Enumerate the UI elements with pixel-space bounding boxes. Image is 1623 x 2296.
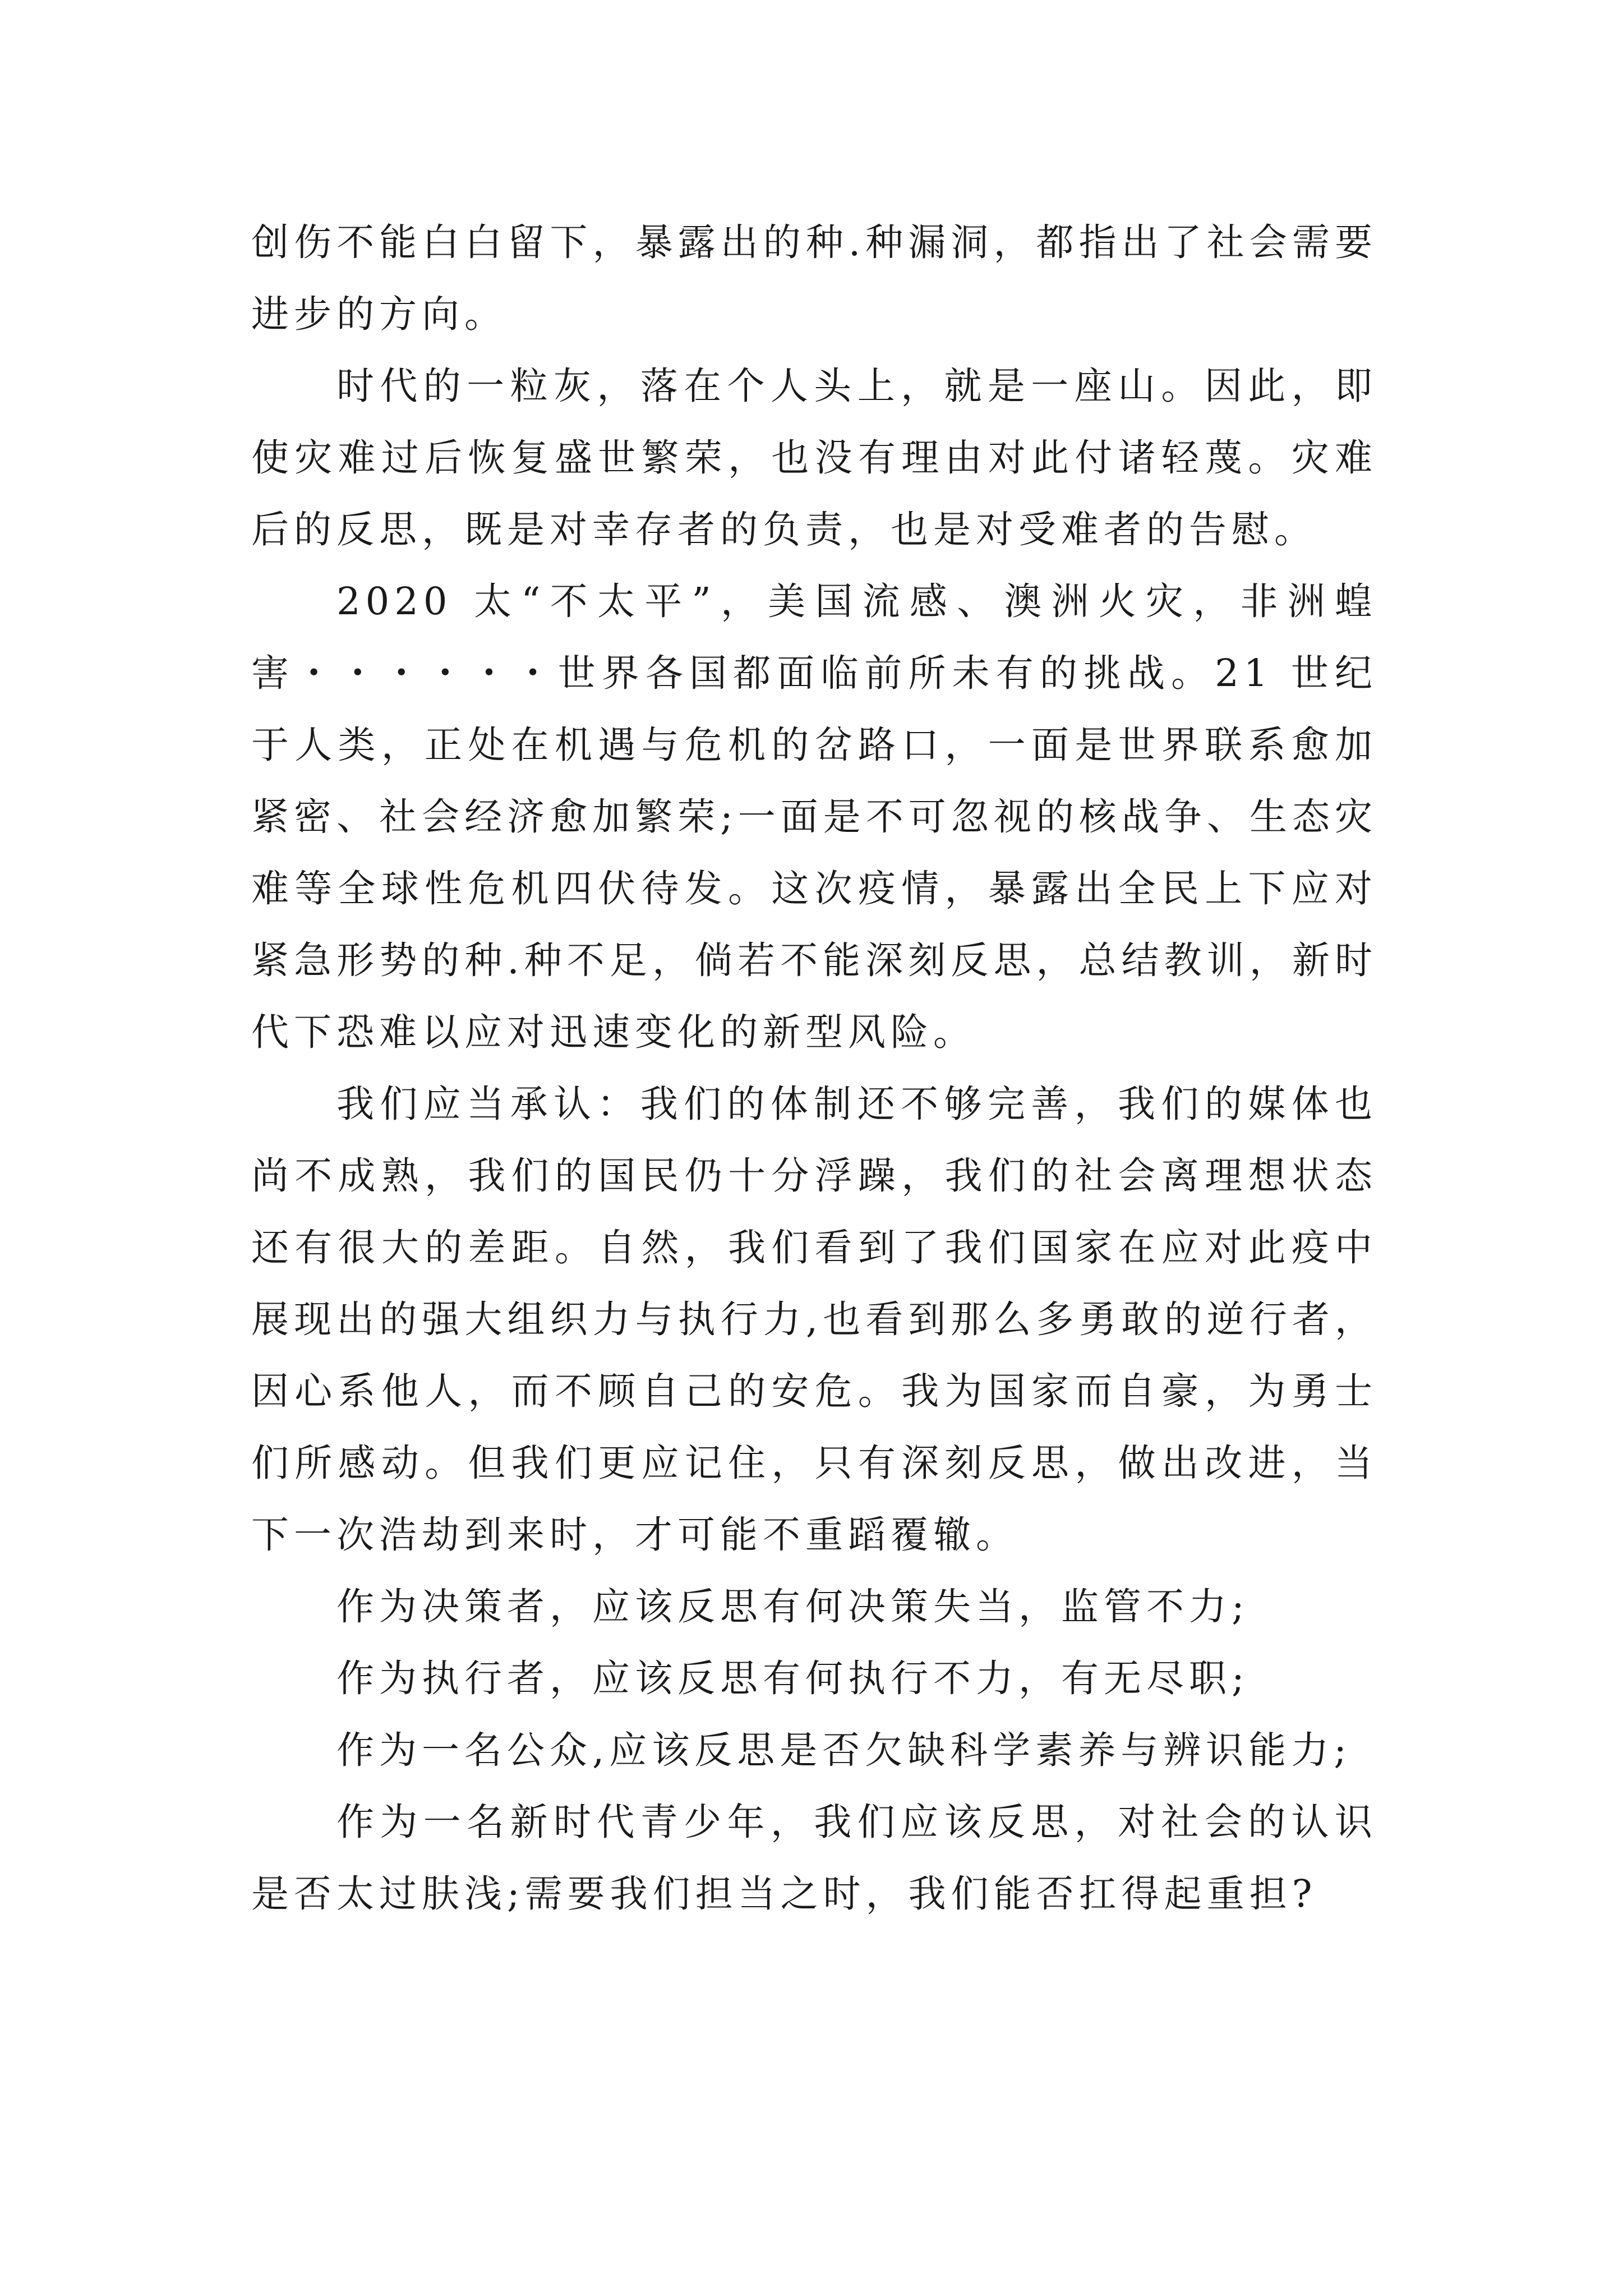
paragraph: 作为执行者，应该反思有何执行不力，有无尽职; (336, 1657, 1249, 1700)
paragraph: 我们应当承认：我们的体制还不够完善，我们的媒体也尚不成熟，我们的国民仍十分浮躁，我们的社会离理想状态还有很大的差距。自然，我们看到了我们国家在应对此疫中展现出的强大组织力与执行力,也看到那么多勇敢的逆行者，因心系他人，而不顾自己的安危。我为国家而自豪，为勇士们所感动。但我们更应记住，只有深刻反思，做出改进，当下一次浩劫到来时，才可能不重蹈覆辙。 (251, 1082, 1377, 1557)
paragraph: 作为一名公众,应该反思是否欠缺科学素养与辨识能力; (336, 1728, 1352, 1772)
paragraph: 作为决策者，应该反思有何决策失当，监管不力; (336, 1585, 1249, 1628)
paragraph: 作为一名新时代青少年，我们应该反思，对社会的认识是否太过肤浅;需要我们担当之时，我们能否扛得起重担? (251, 1800, 1377, 1916)
document-body (251, 206, 1377, 1930)
paragraph: 2020 太“不太平”，美国流感、澳洲火灾，非洲蝗害・・・・・・世界各国都面临前所未有的挑战。21 世纪于人类，正处在机遇与危机的岔路口，一面是世界联系愈加紧密、社会经济愈加繁荣;一面是不可忽视的核战争、生态灾难等全球性危机四伏待发。这次疫情，暴露出全民上下应对紧急形势的种.种不足，倘若不能深刻反思，总结教训，新时代下恐难以应对迅速变化的新型风险。 (251, 579, 1377, 1054)
paragraph: 创伤不能白白留下，暴露出的种.种漏洞，都指出了社会需要进步的方向。 (251, 220, 1377, 336)
paragraph: 时代的一粒灰，落在个人头上，就是一座山。因此，即使灾难过后恢复盛世繁荣，也没有理由对此付诸轻蔑。灾难后的反思，既是对幸存者的负责，也是对受难者的告慰。 (251, 364, 1377, 551)
